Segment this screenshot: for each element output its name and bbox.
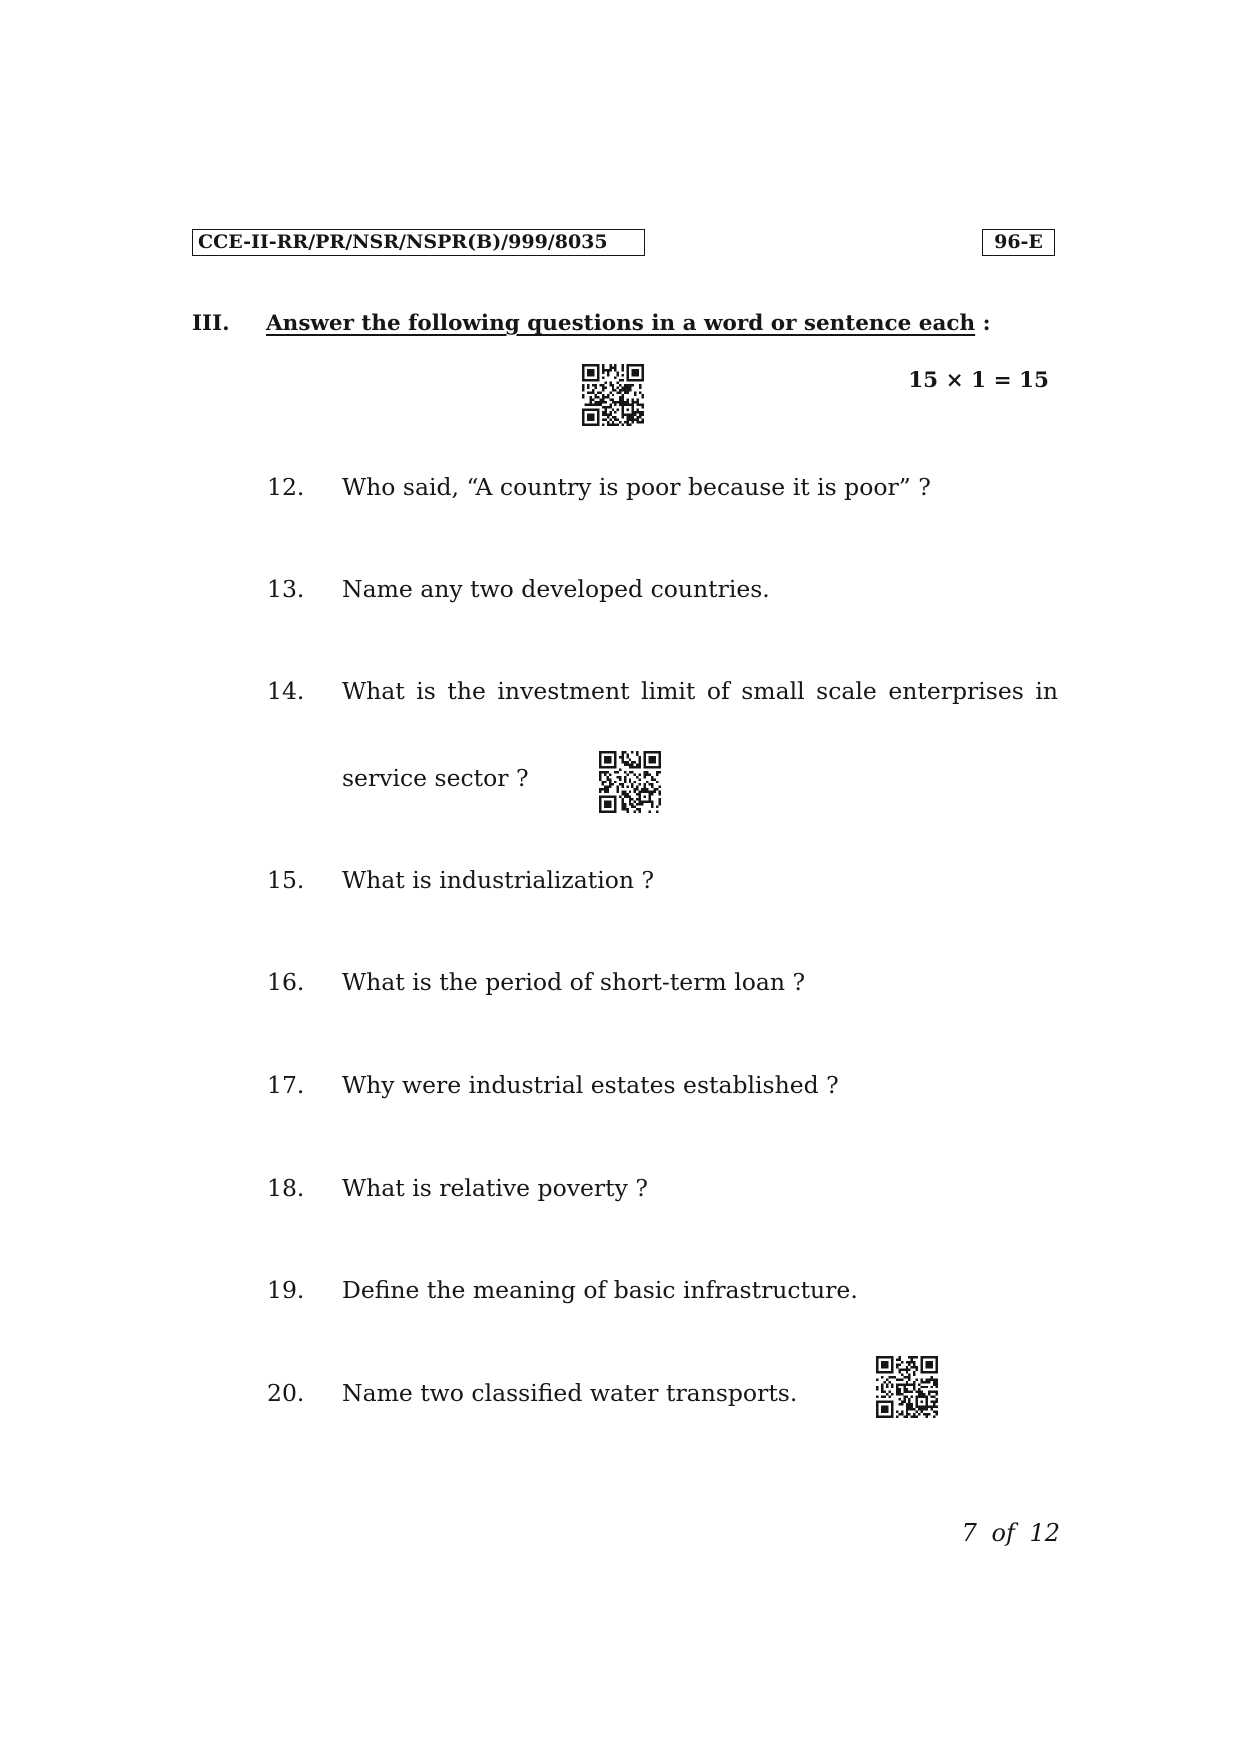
question-number: 16. <box>267 968 305 996</box>
question-text: Define the meaning of basic infrastructure. <box>342 1276 858 1304</box>
question-13 <box>0 573 1241 605</box>
question-text: Name any two developed countries. <box>342 575 770 603</box>
question-number: 20. <box>267 1379 305 1407</box>
question-text: What is relative poverty ? <box>342 1174 648 1202</box>
question-text: Who said, “A country is poor because it is poor” ? <box>342 473 931 501</box>
question-text: What is the period of short-term loan ? <box>342 968 806 996</box>
section-instruction-colon: : <box>982 311 991 336</box>
version-code: 96-E <box>994 231 1043 253</box>
question-number: 19. <box>267 1276 305 1304</box>
question-17 <box>0 1069 1241 1101</box>
question-text-line-1: What is the investment limit of small scale enterprises in <box>342 677 1058 705</box>
question-20 <box>0 1377 1241 1409</box>
question-16 <box>0 966 1241 998</box>
question-number: 17. <box>267 1071 305 1099</box>
question-number: 15. <box>267 866 305 894</box>
qr-code <box>876 1356 938 1418</box>
question-19 <box>0 1274 1241 1306</box>
section-number: III. <box>192 311 230 336</box>
section-instruction-text: Answer the following questions in a word or sentence each <box>266 311 976 336</box>
question-number: 14. <box>267 677 305 705</box>
question-text-line-2: service sector ? <box>342 764 529 792</box>
question-text: What is industrialization ? <box>342 866 655 894</box>
version-box <box>982 229 1055 256</box>
question-number: 18. <box>267 1174 305 1202</box>
question-text: Why were industrial estates established ? <box>342 1071 839 1099</box>
paper-code: CCE-II-RR/PR/NSR/NSPR(B)/999/8035 <box>198 231 608 253</box>
qr-code <box>582 364 644 426</box>
question-number: 12. <box>267 473 305 501</box>
section-marks: 15 × 1 = 15 <box>908 368 1049 393</box>
question-number: 13. <box>267 575 305 603</box>
question-18 <box>0 1172 1241 1204</box>
question-15 <box>0 864 1241 896</box>
page-number: 7 of 12 <box>961 1519 1060 1547</box>
question-text: Name two classified water transports. <box>342 1379 798 1407</box>
section-instruction <box>266 309 991 339</box>
question-12 <box>0 471 1241 503</box>
question-14 <box>0 675 1241 792</box>
paper-code-box <box>192 229 645 256</box>
qr-code <box>599 751 661 813</box>
